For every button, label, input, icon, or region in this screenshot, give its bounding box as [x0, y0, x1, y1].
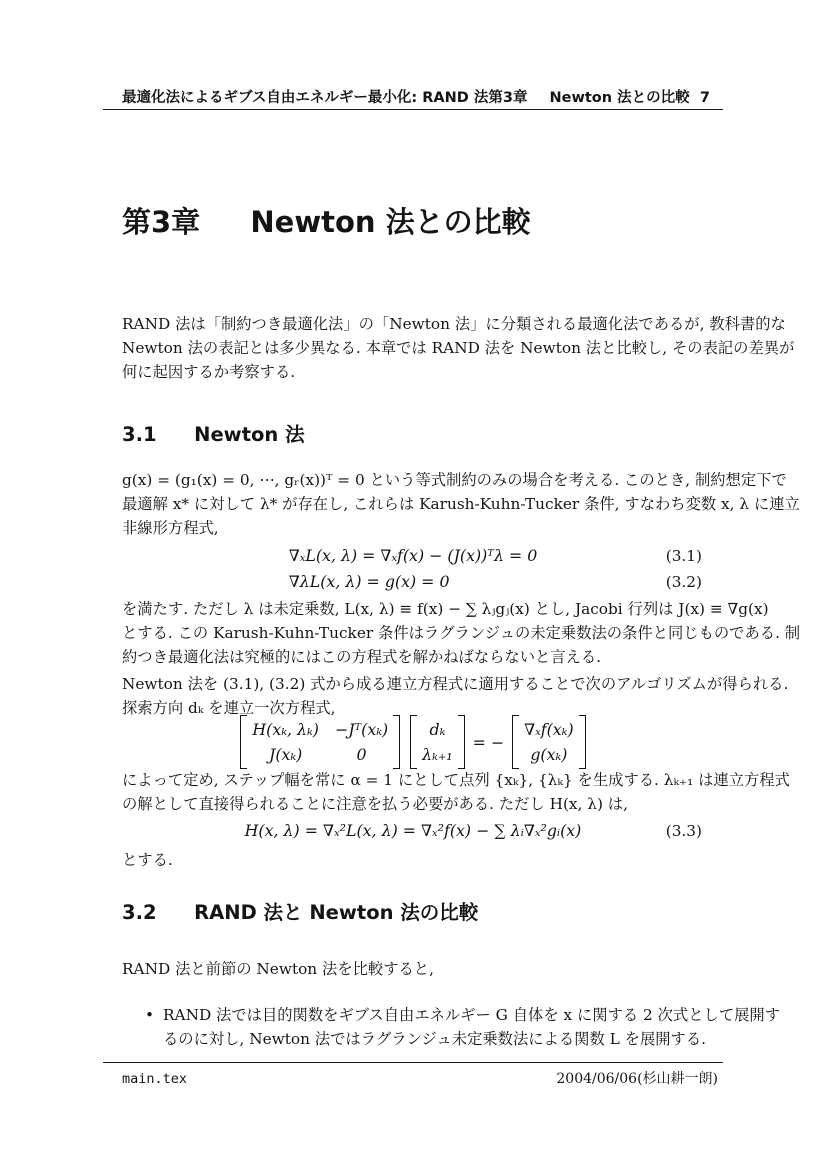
equation-number-3-2: (3.2): [665, 573, 702, 591]
equation-group: [245, 818, 582, 844]
right-bracket: [579, 715, 586, 769]
newton-linear-system-equation: [122, 714, 704, 770]
left-bracket: [410, 715, 417, 769]
intro-paragraph: [122, 312, 795, 384]
matrix-cell: λₖ₊₁: [422, 744, 453, 764]
equation-3-2: ∇λL(x, λ) = g(x) = 0: [288, 572, 450, 591]
newton-apply-paragraph: [122, 672, 789, 720]
equation-3-3: H(x, λ) = ∇ₓ²L(x, λ) = ∇ₓ²f(x) − ∑ λᵢ∇ₓ²gᵢ(x): [244, 821, 582, 840]
matrix-cell: dₖ: [429, 719, 446, 739]
right-bracket: [458, 715, 465, 769]
left-bracket: [240, 715, 247, 769]
unknown-vector: [422, 714, 452, 770]
chapter-number: 第3章: [122, 205, 201, 239]
rhs-vector: [524, 714, 573, 770]
closing-line: [122, 848, 704, 872]
header-title: 最適化法によるギブス自由エネルギー最小化: RAND 法第3章: [122, 90, 528, 106]
coefficient-matrix: [252, 714, 388, 770]
matrix-gap: [400, 714, 410, 770]
text-line: 何に起因するか考察する.: [122, 363, 296, 381]
text-line: の解として直接得られることに注意を払う必要がある. ただし H(x, λ) は,: [122, 795, 628, 813]
lagrange-paragraph: [122, 597, 801, 669]
bullet-text: [163, 1003, 780, 1051]
text-line: を満たす. ただし λ は未定乗数, L(x, λ) ≡ f(x) − ∑ λⱼgⱼ(x) とし, Jacobi 行列は J(x) ≡ ∇g(x): [122, 600, 769, 618]
chapter-title-text: Newton 法との比較: [250, 205, 531, 239]
section-3-1-heading: [122, 419, 704, 447]
kkt-equations: [122, 543, 704, 595]
text-line: RAND 法は「制約つき最適化法」の「Newton 法」に分類される最適化法であるが, 教科書的な: [122, 315, 786, 333]
text-line: RAND 法と前節の Newton 法を比較すると,: [122, 960, 434, 978]
date-author: 2004/06/06(杉山耕一朗): [556, 1071, 718, 1087]
matrix-cell: H(xₖ, λₖ): [252, 719, 319, 739]
equation-group: [289, 543, 538, 595]
matrix-cell: −Jᵀ(xₖ): [334, 719, 389, 739]
matrix-cell: 0: [356, 744, 367, 764]
right-bracket: [393, 715, 400, 769]
comparison-bullet-item: [145, 1003, 781, 1051]
text-line: Newton 法の表記とは多少異なる. 本章では RAND 法を Newton 法と比較し, その表記の差異が: [122, 339, 795, 357]
text-line: 探索方向 dₖ を連立一次方程式,: [122, 699, 336, 717]
section-title-text: Newton 法: [194, 423, 305, 446]
kkt-paragraph: [122, 468, 800, 540]
comparison-paragraph: [122, 957, 704, 981]
equation-number-3-3: (3.3): [665, 822, 702, 840]
text-line: 最適解 x* に対して λ* が存在し, これらは Karush-Kuhn-Tucker 条件, すなわち変数 x, λ に連立: [122, 495, 800, 513]
header-rule: [103, 109, 723, 110]
matrix-cell: g(xₖ): [530, 744, 568, 764]
text-line: とする. この Karush-Kuhn-Tucker 条件はラグランジュの未定乗数法の条件と同じものである. 制: [122, 624, 801, 642]
text-line: とする.: [122, 851, 173, 869]
step-size-paragraph: [122, 768, 790, 816]
matrix-cell: ∇ₓf(xₖ): [524, 719, 574, 739]
section-number: 3.1: [122, 423, 157, 446]
text-line: 約つき最適化法は究極的にはこの方程式を解かねばならないと言える.: [122, 648, 602, 666]
section-number: 3.2: [122, 901, 157, 924]
equals-minus-sign: = −: [472, 732, 505, 752]
hessian-equation: [122, 818, 704, 844]
text-line: RAND 法では目的関数をギブス自由エネルギー G 自体を x に関する 2 次式として展開す: [163, 1006, 781, 1024]
page-number: 7: [699, 90, 710, 106]
running-header: [122, 86, 710, 106]
text-line: Newton 法を (3.1), (3.2) 式から成る連立方程式に適用することで次のアルゴリズムが得られる.: [122, 675, 789, 693]
footer-rule: [103, 1062, 723, 1063]
source-file-name: main.tex: [122, 1071, 188, 1087]
header-chapter-title: Newton 法との比較: [549, 90, 690, 106]
text-line: 非線形方程式,: [122, 519, 219, 537]
text-line: るのに対し, Newton 法ではラグランジュ未定乗数法による関数 L を展開する.: [163, 1030, 706, 1048]
footer: [122, 1068, 718, 1088]
section-3-2-heading: [122, 897, 704, 925]
equation-3-1: ∇ₓL(x, λ) = ∇ₓf(x) − (J(x))ᵀλ = 0: [288, 546, 538, 565]
text-line: によって定め, ステップ幅を常に α = 1 にとして点列 {xₖ}, {λₖ} を生成する. λₖ₊₁ は連立方程式: [122, 771, 790, 789]
section-title-text: RAND 法と Newton 法の比較: [194, 901, 479, 924]
left-bracket: [512, 715, 519, 769]
matrix-cell: J(xₖ): [269, 744, 303, 764]
equation-number-3-1: (3.1): [665, 547, 702, 565]
chapter-heading: [122, 200, 704, 241]
bullet-marker: •: [145, 1006, 155, 1024]
text-line: g(x) = (g₁(x) = 0, ⋯, gᵣ(x))ᵀ = 0 という等式制約のみの場合を考える. このとき, 制約想定下で: [122, 471, 787, 489]
